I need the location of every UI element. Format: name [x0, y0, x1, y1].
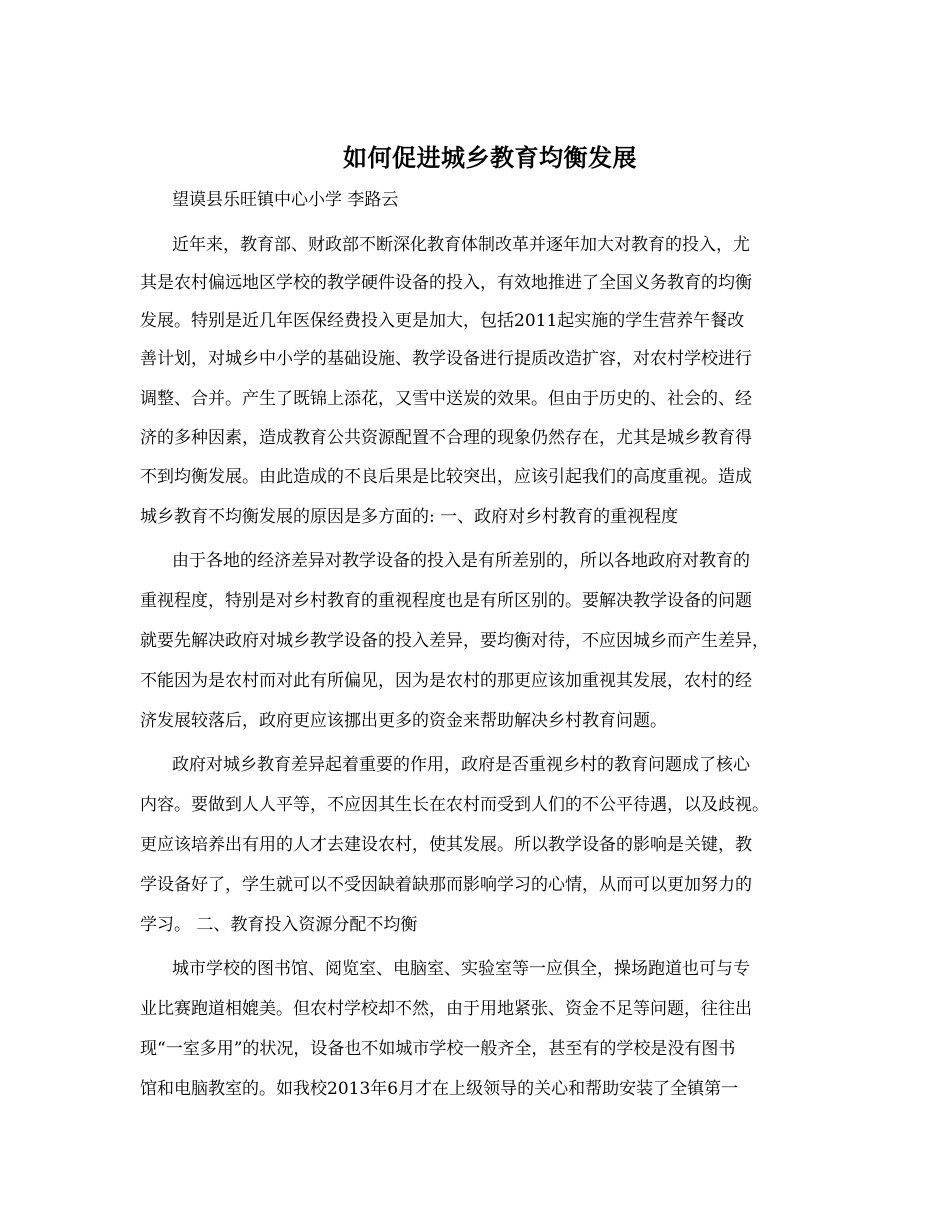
- text-line: 由于各地的经济差异对教学设备的投入是有所差别的，所以各地政府对教育的: [172, 551, 750, 571]
- text-line: 馆和电脑教室的。如我校2013年6月才在上级领导的关心和帮助安装了全镇第一: [140, 1079, 739, 1099]
- text-line: 调整、合并。产生了既锦上添花，又雪中送炭的效果。但由于历史的、社会的、经: [140, 389, 752, 409]
- text-line: 善计划，对城乡中小学的基础设施、教学设备进行提质改造扩容，对农村学校进行: [140, 349, 752, 369]
- text-line: 城市学校的图书馆、阅览室、电脑室、实验室等一应俱全，操场跑道也可与专: [172, 959, 750, 979]
- text-line: 其是农村偏远地区学校的教学硬件设备的投入，有效地推进了全国义务教育的均衡: [140, 273, 752, 293]
- text-line: 重视程度，特别是对乡村教育的重视程度也是有所区别的。要解决教学设备的问题: [140, 591, 752, 611]
- text-line: 就要先解决政府对城乡教学设备的投入差异，要均衡对待，不应因城乡而产生差异，: [140, 631, 769, 651]
- text-line: 学习。 二、教育投入资源分配不均衡: [140, 915, 418, 935]
- text-line: 现“一室多用”的状况，设备也不如城市学校一般齐全，甚至有的学校是没有图书: [140, 1039, 736, 1059]
- text-line: 济的多种因素，造成教育公共资源配置不合理的现象仍然存在，尤其是城乡教育得: [140, 428, 752, 448]
- author-byline: 望谟县乐旺镇中心小学 李路云: [172, 190, 399, 210]
- text-line: 更应该培养出有用的人才去建设农村，使其发展。所以教学设备的影响是关键，教: [140, 835, 752, 855]
- text-line: 业比赛跑道相媲美。但农村学校却不然，由于用地紧张、资金不足等问题，往往出: [140, 999, 752, 1019]
- text-line: 发展。特别是近几年医保经费投入更是加大，包括2011起实施的学生营养午餐改: [140, 311, 745, 331]
- text-line: 政府对城乡教育差异起着重要的作用，政府是否重视乡村的教育问题成了核心: [172, 755, 750, 775]
- text-line: 济发展较落后，政府更应该挪出更多的资金来帮助解决乡村教育问题。: [140, 711, 667, 731]
- text-line: 城乡教育不均衡发展的原因是多方面的: 一、政府对乡村教育的重视程度: [140, 507, 679, 527]
- text-line: 不到均衡发展。由此造成的不良后果是比较突出，应该引起我们的高度重视。造成: [140, 467, 752, 487]
- text-line: 学设备好了，学生就可以不受因缺着缺那而影响学习的心情，从而可以更加努力的: [140, 875, 752, 895]
- text-line: 内容。要做到人人平等，不应因其生长在农村而受到人们的不公平待遇，以及歧视。: [140, 795, 769, 815]
- text-line: 近年来，教育部、财政部不断深化教育体制改革并逐年加大对教育的投入，尤: [172, 235, 750, 255]
- document-title: 如何促进城乡教育均衡发展: [343, 143, 637, 172]
- text-line: 不能因为是农村而对此有所偏见，因为是农村的那更应该加重视其发展，农村的经: [140, 671, 752, 691]
